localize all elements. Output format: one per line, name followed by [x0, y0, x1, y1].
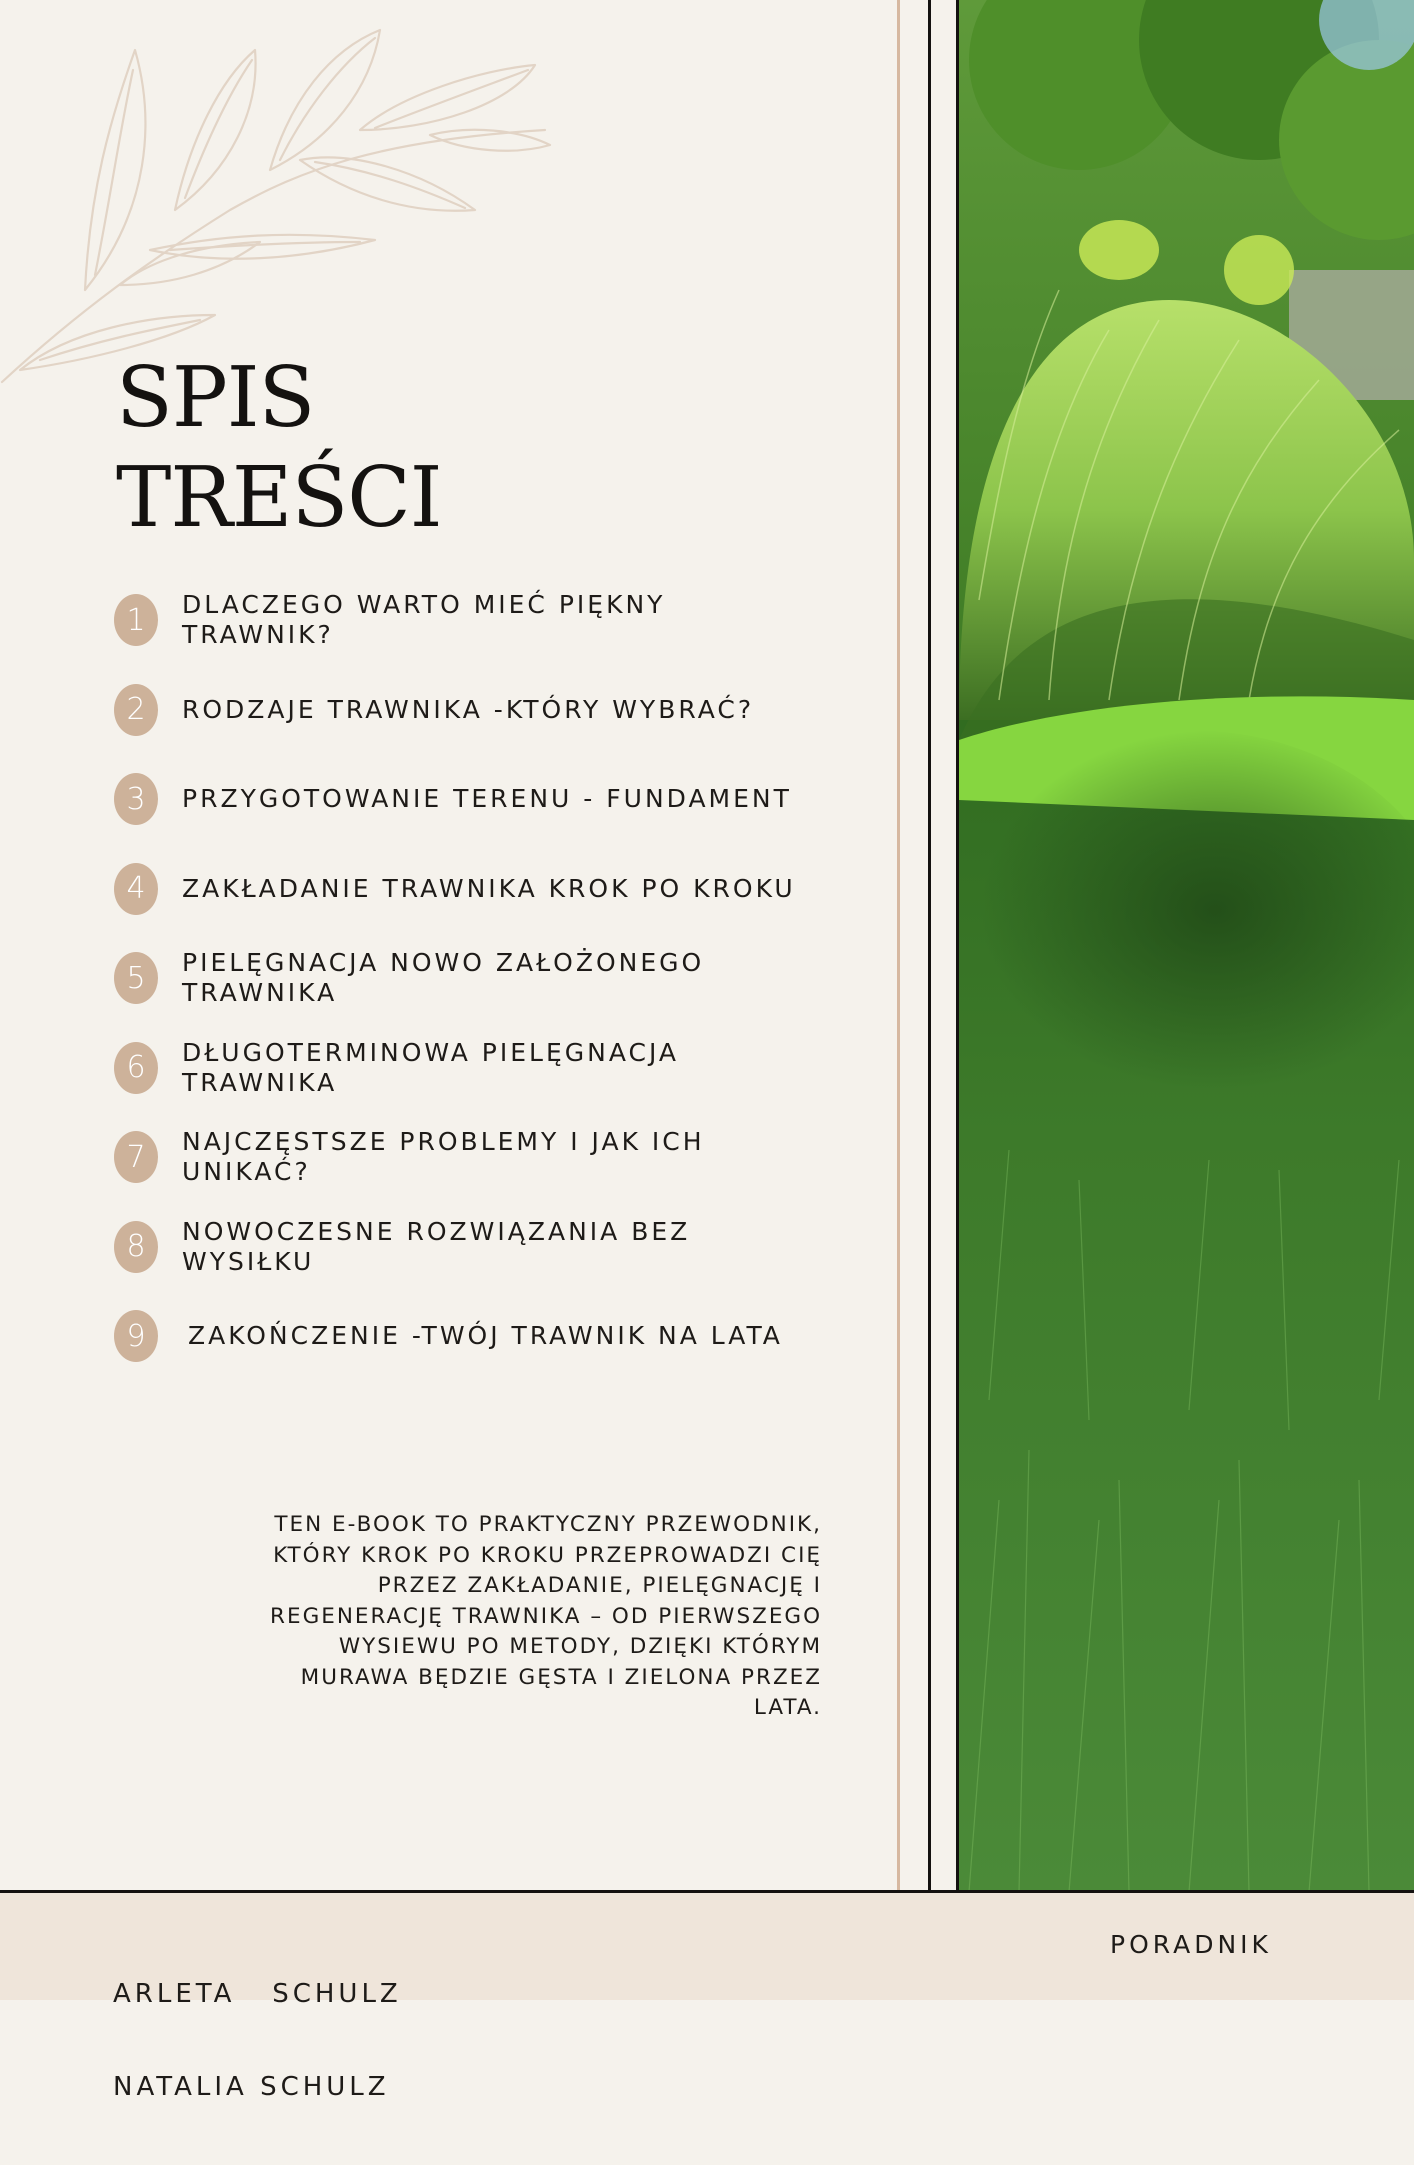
author-1: ARLETA SCHULZ [113, 1979, 402, 2009]
chapter-title: PRZYGOTOWANIE TERENU - FUNDAMENT [182, 784, 792, 813]
chapter-title: DLACZEGO WARTO MIEĆ PIĘKNY TRAWNIK? [182, 590, 666, 649]
chapter-title: ZAKŁADANIE TRAWNIKA KROK PO KROKU [182, 873, 796, 903]
toc-item-3[interactable] [114, 769, 814, 829]
chapter-title: NAJCZĘSTSZE PROBLEMY I JAK ICH UNIKAĆ? [182, 1127, 705, 1186]
author-2: NATALIA SCHULZ [113, 2072, 390, 2102]
chapter-number-badge: 8 [114, 1221, 158, 1273]
chapter-title: RODZAJE TRAWNIKA -KTÓRY WYBRAĆ? [182, 694, 755, 724]
chapter-number-badge: 6 [114, 1042, 158, 1094]
chapter-title: DŁUGOTERMINOWA PIELĘGNACJA TRAWNIKA [182, 1037, 680, 1097]
toc-item-6[interactable] [114, 1038, 814, 1098]
divider-line-dark [928, 0, 931, 1892]
chapter-number-badge: 2 [114, 684, 158, 736]
toc-item-5[interactable] [114, 948, 814, 1008]
chapter-number-badge: 3 [114, 773, 158, 825]
chapter-title: NOWOCZESNE ROZWIĄZANIA BEZ WYSIŁKU [182, 1216, 691, 1276]
toc-item-7[interactable] [114, 1127, 814, 1187]
title-line-1: SPIS [116, 349, 315, 446]
chapter-number-badge: 1 [114, 594, 158, 646]
chapter-number-badge: 5 [114, 952, 158, 1004]
ebook-description: TEN E-BOOK TO PRAKTYCZNY PRZEWODNIK, KTÓRY KROK PO KROKU PRZEPROWADZI CIĘ PRZEZ ZAKŁADANIE, PIELĘGNACJĘ I REGENERACJĘ TRAWNIKA – OD PIERWSZEGO WYSIEWU PO METODY, DZIĘKI KTÓRYM MURAWA BĘDZIE GĘSTA I ZIELONA PRZEZ LATA. [270, 1512, 822, 1720]
chapter-title: ZAKOŃCZENIE -TWÓJ TRAWNIK NA LATA [188, 1321, 783, 1350]
chapter-number-badge: 7 [114, 1131, 158, 1183]
chapter-title: PIELĘGNACJA NOWO ZAŁOŻONEGO TRAWNIKA [182, 948, 705, 1007]
chapter-number-badge: 4 [114, 863, 158, 915]
toc-item-2[interactable] [114, 680, 814, 740]
divider-line-tan [897, 0, 900, 1892]
toc-item-8[interactable] [114, 1217, 814, 1277]
chapter-number-badge: 9 [114, 1310, 158, 1362]
toc-item-9[interactable] [114, 1306, 814, 1366]
title-line-2: TREŚCI [116, 449, 442, 546]
leaf-branch-illustration [0, 10, 560, 390]
authors [113, 1917, 402, 2165]
toc-item-4[interactable] [114, 859, 814, 919]
lawn-photo [959, 0, 1414, 1892]
publication-type: PORADNIK [1110, 1930, 1272, 1959]
toc-item-1[interactable] [114, 590, 814, 650]
table-of-contents [114, 590, 814, 1396]
page-title [116, 348, 442, 548]
